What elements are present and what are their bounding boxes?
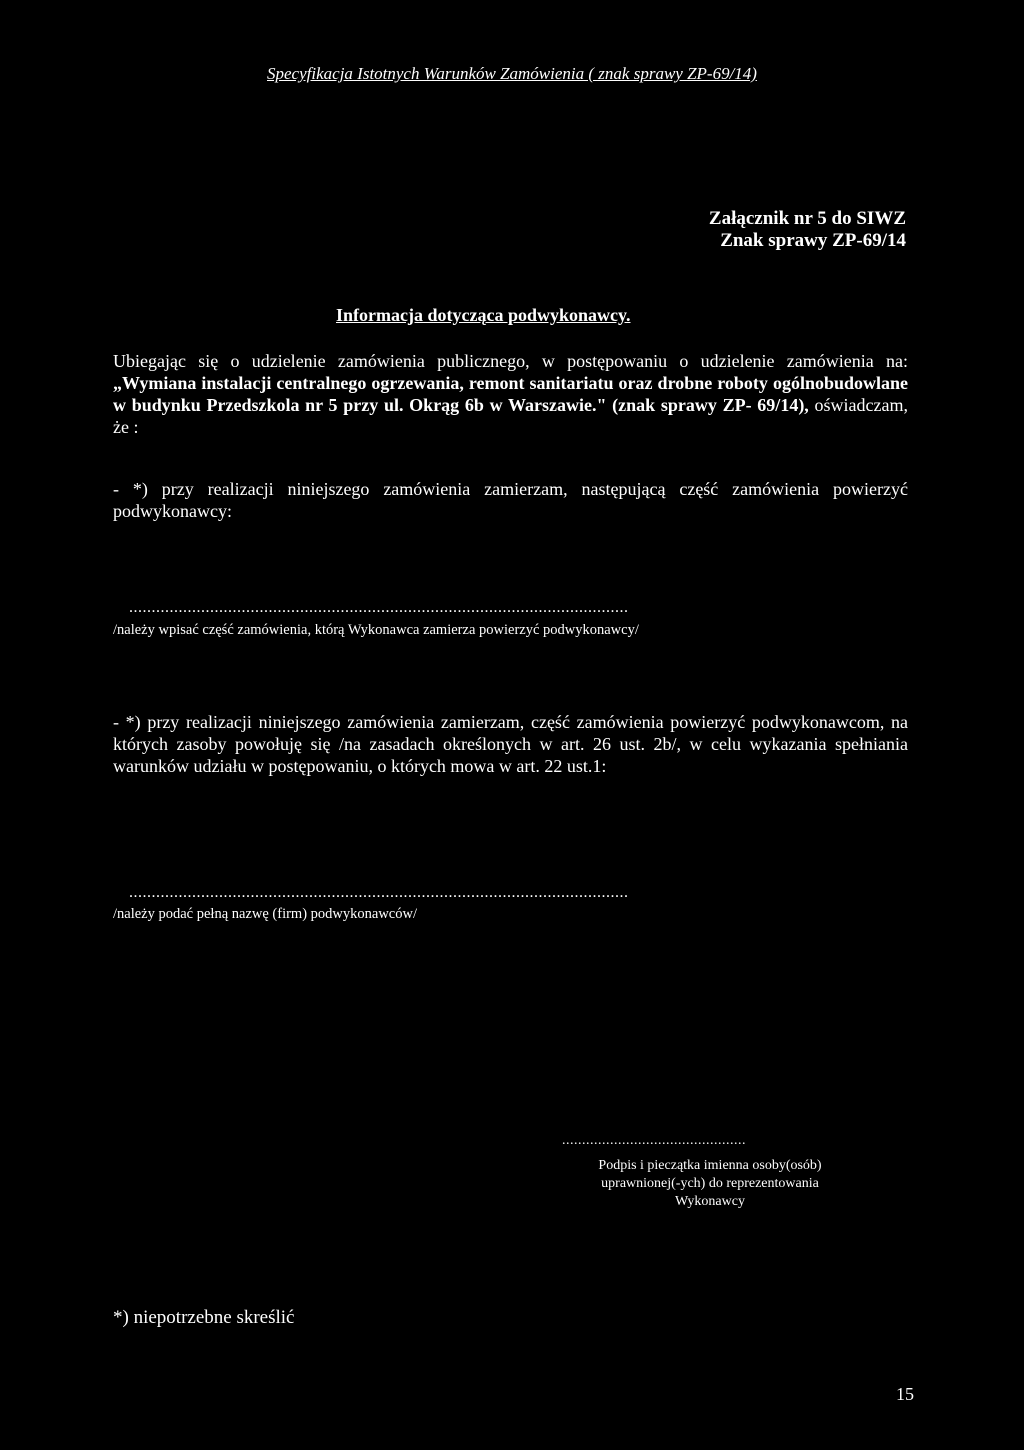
attachment-block xyxy=(709,208,906,252)
order-subject: „Wymiana instalacji centralnego ogrzewania, remont sanitariatu oraz drobne roboty ogólnobudowlane w budynku Przedszkola nr 5 przy ul. Okrąg 6b w Warszawie." (znak sprawy ZP- 69/14), xyxy=(113,373,908,415)
option-2-note: /należy podać pełną nazwę (firm) podwykonawców/ xyxy=(113,906,417,922)
intro-tail: oświadczam, że : xyxy=(113,395,908,437)
option-2-fill-line: ............................................................................................................... xyxy=(129,884,629,901)
document-title: Informacja dotycząca podwykonawcy. xyxy=(336,305,631,325)
signature-line: .............................................. xyxy=(562,1133,746,1148)
running-header: Specyfikacja Istotnych Warunków Zamówienia ( znak sprawy ZP-69/14) xyxy=(267,64,757,83)
option-2-text: - *) przy realizacji niniejszego zamówienia zamierzam, część zamówienia powierzyć podwykonawcom, na których zasoby powołuję się /na zasadach określonych w art. 26 ust. 2b/, w celu wykazania spełniania warunków udziału w postępowaniu, o których mowa w art. 22 ust.1: xyxy=(113,712,908,776)
signature-caption xyxy=(545,1157,875,1211)
option-1-note: /należy wpisać część zamówienia, którą Wykonawca zamierza powierzyć podwykonawcy/ xyxy=(113,622,639,638)
signature-caption-line-2: uprawnionej(-ych) do reprezentowania xyxy=(601,1176,819,1191)
footnote: *) niepotrzebne skreślić xyxy=(113,1307,295,1328)
page-number: 15 xyxy=(896,1384,914,1404)
attachment-number: Załącznik nr 5 do SIWZ xyxy=(708,208,906,229)
case-number: Znak sprawy ZP-69/14 xyxy=(720,230,906,251)
intro-paragraph xyxy=(113,350,908,438)
signature-caption-line-1: Podpis i pieczątka imienna osoby(osób) xyxy=(598,1158,822,1173)
signature-caption-line-3: Wykonawcy xyxy=(675,1194,745,1209)
intro-lead: Ubiegając się o udzielenie zamówienia publicznego, w postępowaniu o udzielenie zamówienia na: xyxy=(113,351,908,371)
option-1-text: - *) przy realizacji niniejszego zamówienia zamierzam, następującą część zamówienia powierzyć podwykonawcy: xyxy=(113,479,908,521)
option-1-fill-line: ............................................................................................................... xyxy=(129,599,629,616)
